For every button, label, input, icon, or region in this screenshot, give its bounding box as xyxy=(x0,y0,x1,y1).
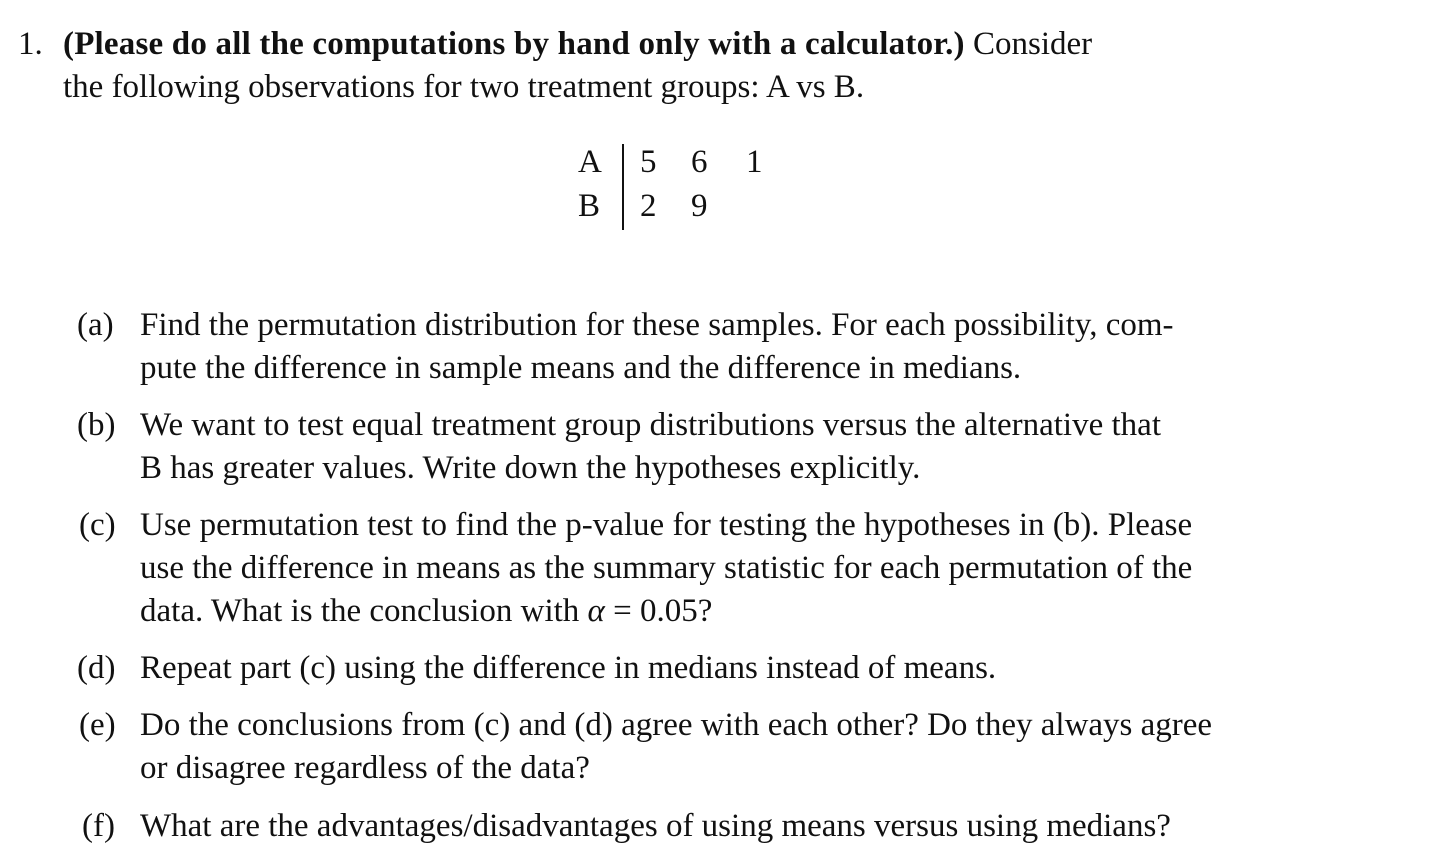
table-cell: 2 xyxy=(640,188,657,224)
part-d-label: (d) xyxy=(77,650,116,686)
observations-table xyxy=(571,138,791,232)
part-c-line: data. What is the conclusion with α = 0.05? xyxy=(140,593,713,629)
part-d-line: Repeat part (c) using the difference in medians instead of means. xyxy=(140,650,997,686)
table-cell: 9 xyxy=(691,188,708,224)
alpha-symbol: α xyxy=(587,593,605,629)
problem-number: 1. xyxy=(18,26,43,62)
part-c-label: (c) xyxy=(79,507,116,543)
table-divider xyxy=(622,144,624,230)
part-f-label: (f) xyxy=(82,808,115,844)
table-cell: 5 xyxy=(640,144,657,180)
part-e-label: (e) xyxy=(79,707,116,743)
part-e-line: Do the conclusions from (c) and (d) agree with each other? Do they always agree xyxy=(140,707,1213,743)
table-cell: 1 xyxy=(746,144,763,180)
problem-intro-line-2: the following observations for two treatment groups: A vs B. xyxy=(63,69,865,105)
part-b-line: We want to test equal treatment group distributions versus the alternative that xyxy=(140,407,1161,443)
part-c-line: use the difference in means as the summary statistic for each permutation of the xyxy=(140,550,1193,586)
part-c-line: Use permutation test to find the p-value for testing the hypotheses in (b). Please xyxy=(140,507,1193,543)
part-a-line: Find the permutation distribution for these samples. For each possibility, com- xyxy=(140,307,1174,343)
problem-intro-rest: Consider xyxy=(964,26,1093,62)
problem-instruction-bold: (Please do all the computations by hand only with a calculator.) xyxy=(63,26,965,62)
part-a-label: (a) xyxy=(77,307,114,343)
part-b-line: B has greater values. Write down the hypotheses explicitly. xyxy=(140,450,921,486)
part-e-line: or disagree regardless of the data? xyxy=(140,750,590,786)
table-cell: 6 xyxy=(691,144,708,180)
part-f-line: What are the advantages/disadvantages of using means versus using medians? xyxy=(140,808,1171,844)
table-row-label: B xyxy=(578,188,601,224)
table-row-label: A xyxy=(578,144,602,180)
part-b-label: (b) xyxy=(77,407,116,443)
part-a-line: pute the difference in sample means and the difference in medians. xyxy=(140,350,1022,386)
problem-intro-line-1 xyxy=(63,28,1092,61)
